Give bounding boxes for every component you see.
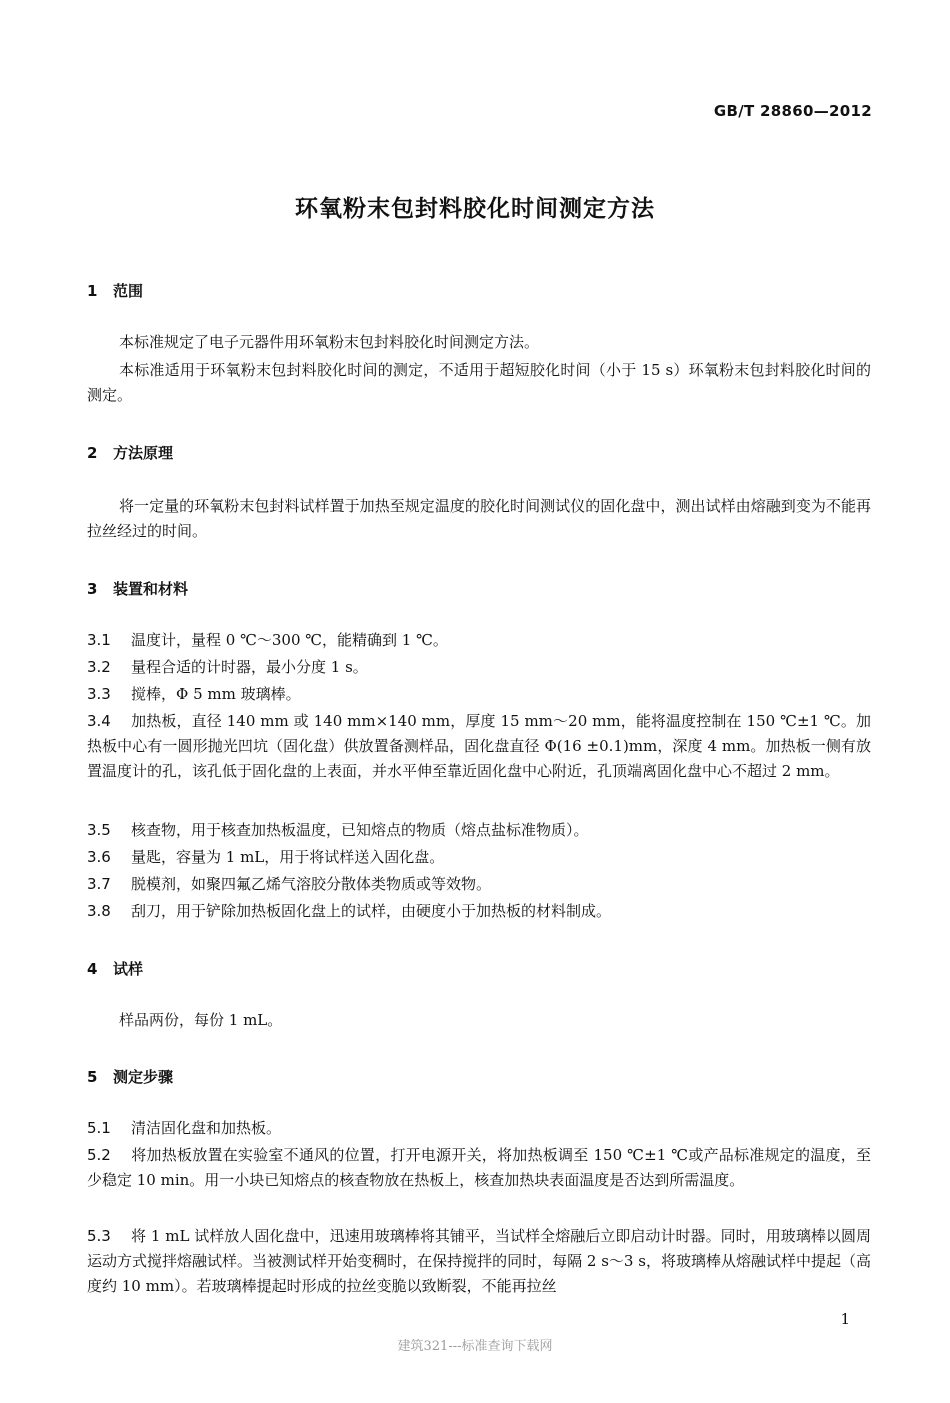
section-number: 1 [87,282,98,300]
section-title: 装置和材料 [113,580,189,598]
section-title: 测定步骤 [113,1068,174,1086]
section-4-heading [87,958,143,979]
section-1-paragraph-2: 本标准适用于环氧粉末包封料胶化时间的测定，不适用于超短胶化时间（小于 15 s）环氧粉末包封料胶化时间的测定。 [87,361,871,404]
section-number: 3 [87,580,98,598]
footer-watermark: 建筑321---标准查询下载网 [397,1339,553,1354]
clause-3-2: 3.2 量程合适的计时器，最小分度 1 s。 [87,658,368,676]
document-title: 环氧粉末包封料胶化时间测定方法 [295,196,655,222]
clause-5-1: 5.1 清洁固化盘和加热板。 [87,1119,282,1137]
clause-3-3: 3.3 搅棒，Φ 5 mm 玻璃棒。 [87,685,301,703]
page-number: 1 [840,1310,850,1328]
section-title: 试样 [113,960,144,978]
section-1-paragraph-1: 本标准规定了电子元器件用环氧粉末包封料胶化时间测定方法。 [119,333,540,351]
section-4-paragraph-1: 样品两份，每份 1 mL。 [119,1011,283,1029]
clause-3-8: 3.8 刮刀，用于铲除加热板固化盘上的试样，由硬度小于加热板的材料制成。 [87,902,612,920]
section-1-heading [87,280,143,301]
section-number: 2 [87,444,98,462]
section-3-heading [87,578,188,599]
clause-5-3: 5.3 将 1 mL 试样放人固化盘中，迅速用玻璃棒将其铺平，当试样全熔融后立即启动计时器。同时，用玻璃棒以圆周运动方式搅拌熔融试样。当被测试样开始变稠时，在保持搅拌的同时，每隔 2 s～3 s，将玻璃棒从熔融试样中提起（高度约 10 mm）。若玻璃棒提起时形成的拉丝变脆以致断裂，不能再拉丝 [87,1227,871,1295]
section-5-heading [87,1066,173,1087]
clause-3-4: 3.4 加热板，直径 140 mm 或 140 mm×140 mm，厚度 15 mm～20 mm，能将温度控制在 150 ℃±1 ℃。加热板中心有一圆形抛光凹坑（固化盘）供放置备测样品，固化盘直径 Φ(16 ±0.1)mm，深度 4 mm。加热板一侧有放置温度计的孔，该孔低于固化盘的上表面，并水平伸至靠近固化盘中心附近，孔顶端离固化盘中心不超过 2 mm。 [87,712,871,780]
section-number: 5 [87,1068,98,1086]
clause-5-2: 5.2 将加热板放置在实验室不通风的位置，打开电源开关，将加热板调至 150 ℃±1 ℃或产品标准规定的温度，至少稳定 10 min。用一小块已知熔点的核查物放在热板上，核查加热块表面温度是否达到所需温度。 [87,1146,871,1189]
section-title: 范围 [113,282,144,300]
section-number: 4 [87,960,98,978]
clause-3-1: 3.1 温度计，量程 0 ℃～300 ℃，能精确到 1 ℃。 [87,631,448,649]
section-2-paragraph-1: 将一定量的环氧粉末包封料试样置于加热至规定温度的胶化时间测试仪的固化盘中，测出试样由熔融到变为不能再拉丝经过的时间。 [87,497,871,540]
clause-3-7: 3.7 脱模剂，如聚四氟乙烯气溶胶分散体类物质或等效物。 [87,875,492,893]
clause-3-5: 3.5 核查物，用于核查加热板温度，已知熔点的物质（熔点盐标准物质）。 [87,821,589,839]
section-title: 方法原理 [113,444,174,462]
section-2-heading [87,442,173,463]
standard-code: GB/T 28860—2012 [713,102,872,120]
clause-3-6: 3.6 量匙，容量为 1 mL，用于将试样送入固化盘。 [87,848,445,866]
